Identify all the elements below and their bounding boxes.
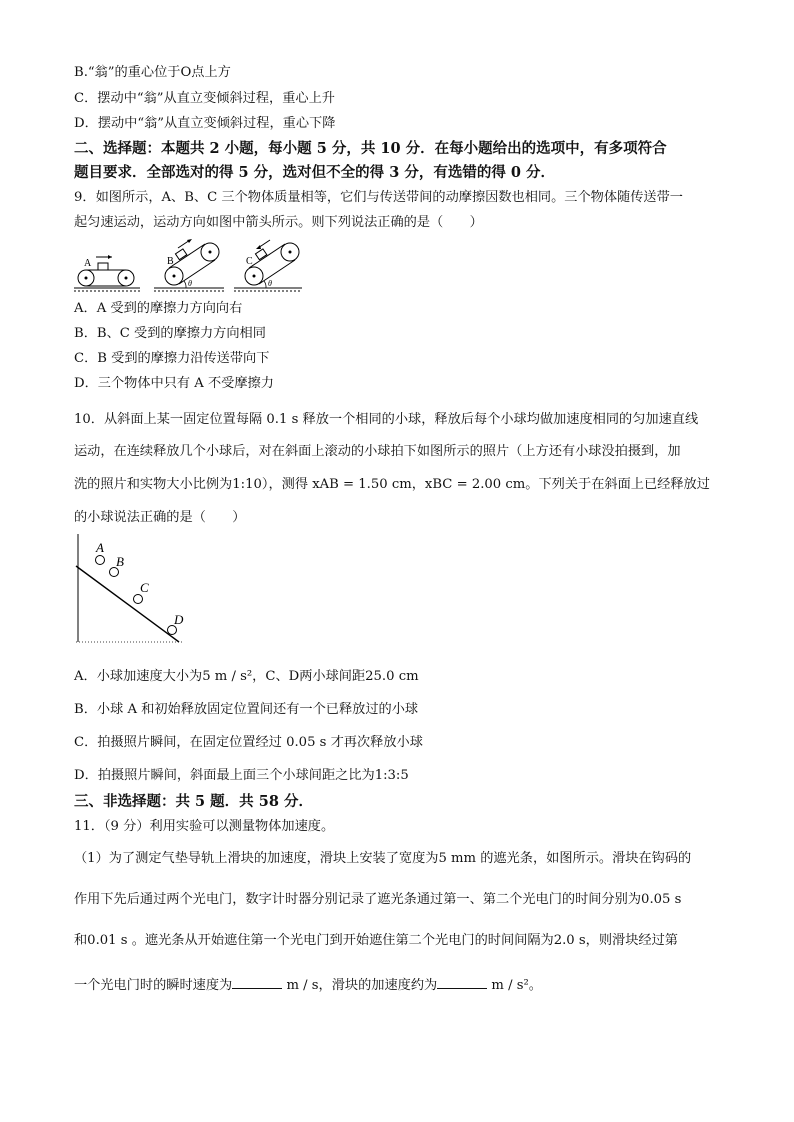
ball-c-label: C bbox=[140, 580, 149, 595]
question-11-part1-line4 bbox=[74, 976, 542, 995]
question-10-option-d: D．拍摄照片瞬间，斜面最上面三个小球间距之比为1:3:5 bbox=[74, 768, 409, 783]
question-9-stem-line2: 起匀速运动，运动方向如图中箭头所示。则下列说法正确的是（ ） bbox=[74, 215, 483, 230]
question-9-option-a: A．A 受到的摩擦力方向向右 bbox=[74, 301, 243, 316]
answer-middle-text: m / s，滑块的加速度约为 bbox=[282, 978, 438, 993]
question-11-part1-line3: 和0.01 s 。遮光条从开始遮住第一个光电门到开始遮住第二个光电门的时间间隔为2.0 s，则滑块经过第 bbox=[74, 933, 678, 948]
question-11-stem: 11．（9 分）利用实验可以测量物体加速度。 bbox=[74, 819, 335, 834]
question-10-stem-line4: 的小球说法正确的是（ ） bbox=[74, 510, 246, 525]
question-9-option-d: D．三个物体中只有 A 不受摩擦力 bbox=[74, 376, 274, 391]
incline-belt-b bbox=[165, 239, 219, 288]
question-10-stem-line2: 运动，在连续释放几个小球后，对在斜面上滚动的小球拍下如图所示的照片（上方还有小球没拍摄到，加 bbox=[74, 444, 681, 459]
block-a-label: A bbox=[84, 258, 92, 269]
question-9-option-c: C．B 受到的摩擦力沿传送带向下 bbox=[74, 351, 270, 366]
question-10-stem-line1: 10．从斜面上某一固定位置每隔 0.1 s 释放一个相同的小球，释放后每个小球均做加速度相同的匀加速直线 bbox=[74, 412, 699, 427]
answer-prefix-text: 一个光电门时的瞬时速度为 bbox=[74, 978, 233, 993]
theta-label-b: θ bbox=[188, 279, 192, 288]
section-2-heading-line1: 二、选择题：本题共 2 小题，每小题 5 分，共 10 分．在每小题给出的选项中，有多项符合 bbox=[74, 140, 667, 157]
conveyor-belt-figure bbox=[74, 238, 304, 296]
ball-a-label: A bbox=[96, 540, 104, 555]
answer-suffix-text: m / s²。 bbox=[487, 978, 542, 993]
question-10-option-b: B．小球 A 和初始释放固定位置间还有一个已释放过的小球 bbox=[74, 702, 419, 717]
block-b-label: B bbox=[167, 256, 174, 267]
theta-label-c: θ bbox=[268, 279, 272, 288]
option-c-q8: C．摆动中“翁”从直立变倾斜过程，重心上升 bbox=[74, 91, 335, 106]
horizontal-belt bbox=[78, 255, 134, 286]
question-9-stem-line1: 9．如图所示，A、B、C 三个物体质量相等，它们与传送带间的动摩擦因数也相同。三个物体随传送带一 bbox=[74, 190, 683, 205]
answer-blank-velocity[interactable] bbox=[232, 976, 282, 989]
ball-b-label: B bbox=[116, 554, 124, 569]
option-d-q8: D．摆动中“翁”从直立变倾斜过程，重心下降 bbox=[74, 116, 336, 131]
question-10-stem-line3: 洗的照片和实物大小比例为1:10），测得 xAB = 1.50 cm，xBC = 2.00 cm。下列关于在斜面上已经释放过 bbox=[74, 477, 710, 492]
question-11-part1-line2: 作用下先后通过两个光电门，数字计时器分别记录了遮光条通过第一、第二个光电门的时间分别为0.05 s bbox=[74, 892, 682, 907]
incline-belt-c bbox=[245, 240, 299, 288]
block-c-label: C bbox=[246, 256, 253, 267]
question-10-option-a: A．小球加速度大小为5 m / s²，C、D两小球间距25.0 cm bbox=[74, 669, 419, 684]
answer-blank-acceleration[interactable] bbox=[437, 976, 487, 989]
section-3-heading: 三、非选择题：共 5 题．共 58 分． bbox=[74, 793, 313, 810]
question-11-part1-line1: （1）为了测定气垫导轨上滑块的加速度，滑块上安装了宽度为5 mm 的遮光条，如图所示。滑块在钩码的 bbox=[74, 851, 692, 866]
option-b-q8: B.“翁”的重心位于O点上方 bbox=[74, 65, 231, 80]
section-2-heading-line2: 题目要求．全部选对的得 5 分，选对但不全的得 3 分，有选错的得 0 分． bbox=[74, 164, 556, 181]
question-10-option-c: C．拍摄照片瞬间，在固定位置经过 0.05 s 才再次释放小球 bbox=[74, 735, 423, 750]
incline-balls-figure bbox=[74, 532, 194, 652]
question-9-option-b: B．B、C 受到的摩擦力方向相同 bbox=[74, 326, 266, 341]
ball-d-label: D bbox=[174, 612, 184, 627]
